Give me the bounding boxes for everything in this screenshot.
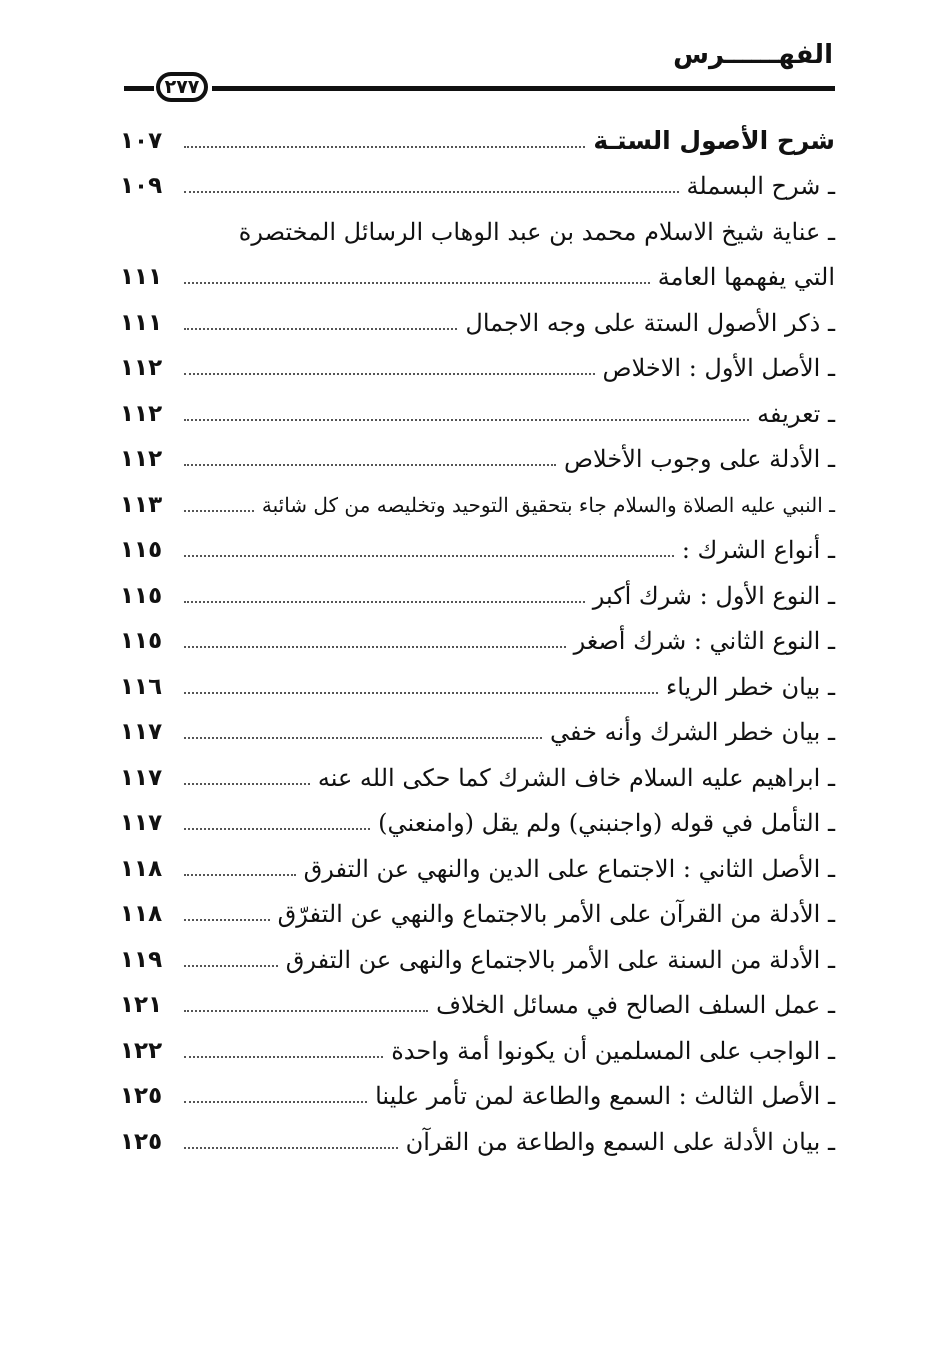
toc-entry-title: ـ الأصل الثالث : السمع والطاعة لمن تأمر علينا xyxy=(375,1082,835,1111)
toc-entry-title: ـ التأمل في قوله (واجنبني) ولم يقل (وامنعني) xyxy=(378,809,835,838)
toc-entry xyxy=(120,1028,835,1074)
toc-entry-title: ـ النوع الأول : شرك أكبر xyxy=(592,581,835,610)
toc-leader-dots xyxy=(184,692,658,694)
toc-leader-dots xyxy=(184,146,585,148)
toc-leader-dots xyxy=(184,965,278,967)
toc-entry-page: ١١٥ xyxy=(120,582,163,609)
toc-entry xyxy=(120,937,835,983)
header-rule xyxy=(212,86,835,91)
toc-entry-title: ـ الأصل الأول : الاخلاص xyxy=(602,354,835,383)
toc-leader-dots xyxy=(184,1147,398,1149)
toc-entry xyxy=(120,528,835,574)
toc-entry-title: ـ النوع الثاني : شرك أصغر xyxy=(573,627,835,656)
toc-entry-title: ـ أنواع الشرك : xyxy=(681,536,835,565)
toc-entry-title: ـ الأدلة من القرآن على الأمر بالاجتماع والنهي عن التفرّق xyxy=(277,900,835,929)
toc-entry xyxy=(120,482,835,528)
toc-entry xyxy=(120,710,835,756)
toc-entry xyxy=(120,300,835,346)
page-number-badge: ٢٧٧ xyxy=(156,72,208,102)
toc-entry-title: شرح الأصول الستـة xyxy=(593,126,835,156)
toc-entry-page: ١٢١ xyxy=(120,992,163,1019)
toc-entry-page: ١١٥ xyxy=(120,628,163,655)
toc-entry-page: ١١٥ xyxy=(120,537,163,564)
toc-entry-page: ١١٣ xyxy=(120,491,163,518)
toc-leader-dots xyxy=(184,737,542,739)
toc-entry xyxy=(120,255,835,301)
toc-leader-dots xyxy=(184,874,296,876)
toc-entry xyxy=(120,573,835,619)
toc-entry-title: ـ بيان الأدلة على السمع والطاعة من القرآن xyxy=(405,1127,835,1156)
toc-leader-dots xyxy=(184,601,585,603)
toc-leader-dots xyxy=(184,828,370,830)
toc-entry-page: ١٢٥ xyxy=(120,1083,163,1110)
toc-entry xyxy=(120,1119,835,1165)
toc-entry-title: ـ بيان خطر الشرك وأنه خفي xyxy=(550,718,835,747)
toc-entry-title: ـ الأصل الثاني : الاجتماع على الدين والنهي عن التفرق xyxy=(303,854,835,883)
toc-entry-title: التي يفهمها العامة xyxy=(657,263,835,292)
toc-leader-dots xyxy=(184,1056,383,1058)
toc-entry-page: ١١٧ xyxy=(120,719,163,746)
toc-entry xyxy=(120,801,835,847)
toc-leader-dots xyxy=(184,555,674,557)
toc-leader-dots xyxy=(184,419,749,421)
toc-entry-page: ١٢٢ xyxy=(120,1037,163,1064)
toc-section-heading xyxy=(120,118,835,164)
toc-entry-title: ـ النبي عليه الصلاة والسلام جاء بتحقيق التوحيد وتخليصه من كل شائبة xyxy=(261,492,835,517)
toc-leader-dots xyxy=(184,328,457,330)
toc-entry-title: ـ بيان خطر الرياء xyxy=(665,672,835,701)
toc-leader-dots xyxy=(184,510,254,512)
toc-entry xyxy=(120,346,835,392)
toc-entry xyxy=(120,664,835,710)
toc-entry-page: ١٠٩ xyxy=(120,173,163,200)
page-header-title: الفهــــــرس xyxy=(673,40,833,70)
toc-entry-title: ـ ذكر الأصول الستة على وجه الاجمال xyxy=(465,308,835,337)
toc-leader-dots xyxy=(184,464,556,466)
toc-entry xyxy=(120,437,835,483)
toc-entry xyxy=(120,209,835,255)
toc-entry-title: ـ تعريفه xyxy=(757,399,835,428)
toc-entry-page: ١١٨ xyxy=(120,901,163,928)
toc-entry-title: ـ الأدلة على وجوب الأخلاص xyxy=(564,445,835,474)
toc-entry-page: ١١٧ xyxy=(120,764,163,791)
toc-leader-dots xyxy=(184,919,270,921)
toc-entry xyxy=(120,846,835,892)
toc-leader-dots xyxy=(184,1101,367,1103)
toc-entry xyxy=(120,892,835,938)
toc-entry xyxy=(120,164,835,210)
toc-entry xyxy=(120,391,835,437)
toc-entry-page: ١١٧ xyxy=(120,810,163,837)
toc-entry-page: ١١٢ xyxy=(120,446,163,473)
toc-entry-title: ـ عمل السلف الصالح في مسائل الخلاف xyxy=(436,991,835,1020)
toc-entry-title: ـ الواجب على المسلمين أن يكونوا أمة واحدة xyxy=(391,1036,835,1065)
toc-entry-title: ـ الأدلة من السنة على الأمر بالاجتماع والنهى عن التفرق xyxy=(285,945,835,974)
toc-entry xyxy=(120,755,835,801)
toc-entry xyxy=(120,619,835,665)
header-rule-left xyxy=(124,86,154,91)
toc-entry-page: ١١١ xyxy=(120,264,163,291)
toc-leader-dots xyxy=(184,1010,428,1012)
toc-entry-title: ـ ابراهيم عليه السلام خاف الشرك كما حكى الله عنه xyxy=(317,763,835,792)
toc-leader-dots xyxy=(184,646,566,648)
toc-leader-dots xyxy=(184,783,310,785)
toc-entry xyxy=(120,983,835,1029)
toc-entry xyxy=(120,1074,835,1120)
table-of-contents xyxy=(120,118,835,1165)
toc-entry-title: ـ عناية شيخ الاسلام محمد بن عبد الوهاب الرسائل المختصرة xyxy=(238,217,835,246)
toc-entry-title: ـ شرح البسملة xyxy=(686,172,835,201)
toc-entry-page: ١٠٧ xyxy=(120,127,163,154)
toc-entry-page: ١١١ xyxy=(120,309,163,336)
toc-entry-page: ١١٦ xyxy=(120,673,163,700)
toc-leader-dots xyxy=(184,191,679,193)
toc-leader-dots xyxy=(184,373,595,375)
toc-entry-page: ١٢٥ xyxy=(120,1128,163,1155)
toc-entry-page: ١١٢ xyxy=(120,400,163,427)
toc-entry-page: ١١٩ xyxy=(120,946,163,973)
toc-entry-page: ١١٨ xyxy=(120,855,163,882)
toc-leader-dots xyxy=(184,282,650,284)
toc-entry-page: ١١٢ xyxy=(120,355,163,382)
